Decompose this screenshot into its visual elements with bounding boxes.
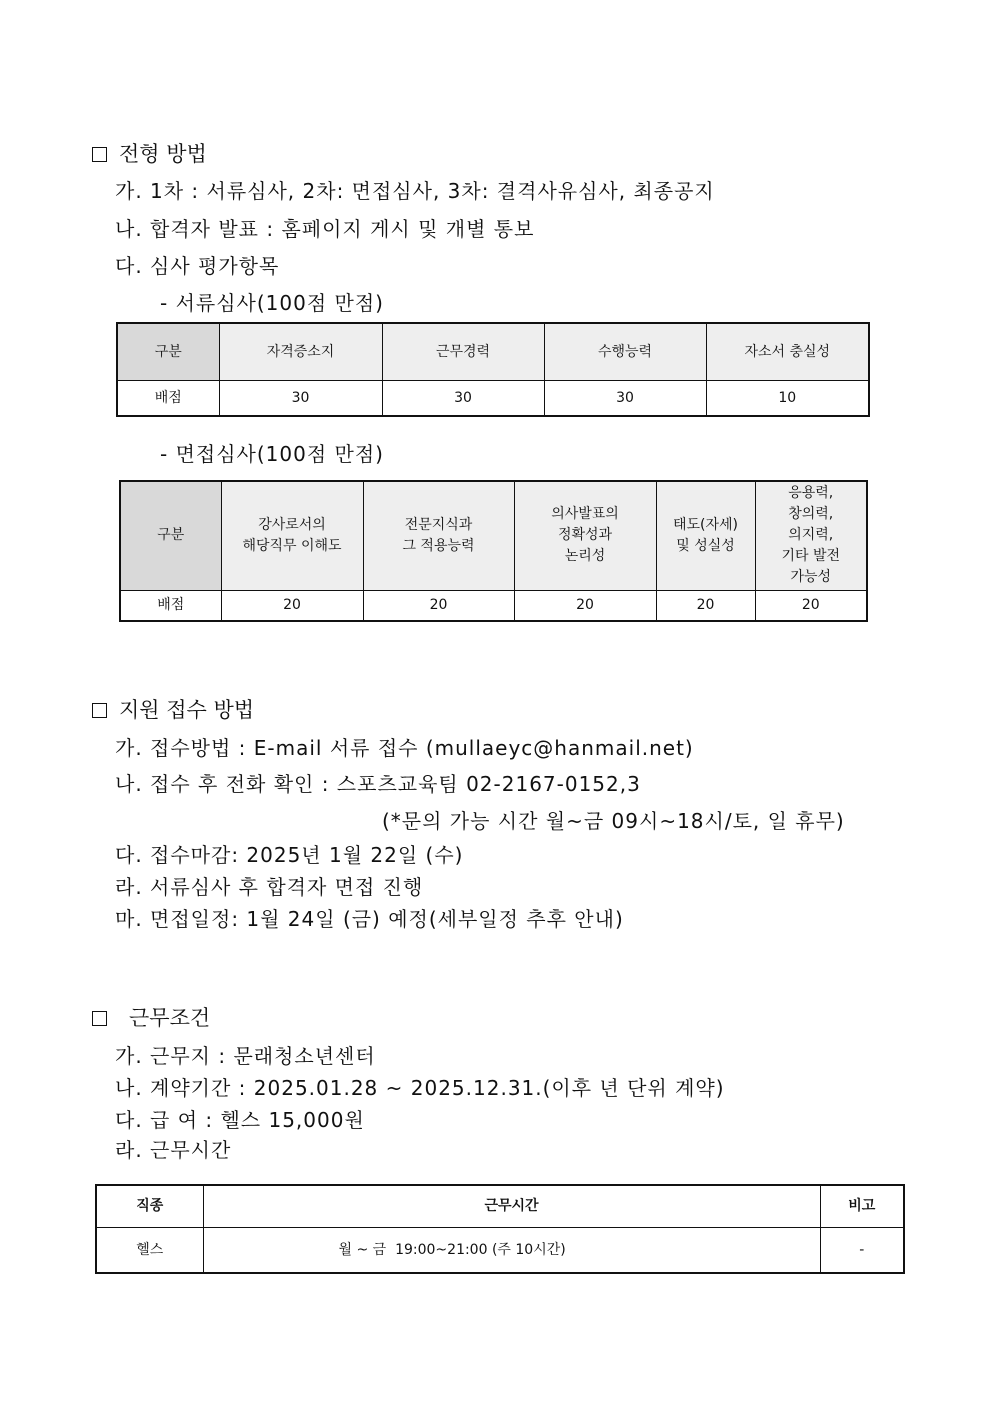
table-header-cell: 자격증소지 (219, 323, 382, 380)
table-cell: - (820, 1227, 904, 1273)
checkbox-square-icon (92, 147, 107, 162)
conditions-item-2: 나. 계약기간 : 2025.01.28 ~ 2025.12.31.(이후 년 단위 계약) (115, 1076, 725, 1100)
doc-review-table (116, 322, 870, 417)
checkbox-square-icon (92, 703, 107, 718)
table-header-cell: 근무경력 (382, 323, 544, 380)
table-header-cell: 자소서 충실성 (706, 323, 869, 380)
application-item-2: 나. 접수 후 전화 확인 : 스포츠교육팀 02-2167-0152,3 (115, 772, 641, 796)
table-header-cell: 비고 (820, 1185, 904, 1227)
section-heading-conditions (92, 1005, 210, 1031)
section-title: 전형 방법 (119, 142, 207, 166)
section-heading-application (92, 697, 254, 723)
section-heading-selection (92, 141, 207, 167)
section-title: 근무조건 (129, 1006, 211, 1030)
table-cell: 20 (656, 590, 755, 621)
selection-item-1: 가. 1차 : 서류심사, 2차: 면접심사, 3차: 결격사유심사, 최종공지 (115, 179, 715, 203)
application-inquiry-note: (*문의 가능 시간 월~금 09시~18시/토, 일 휴무) (382, 809, 845, 833)
table-cell: 월 ~ 금 19:00~21:00 (주 10시간) (203, 1227, 820, 1273)
application-item-3: 다. 접수마감: 2025년 1월 22일 (수) (115, 843, 464, 867)
table-header-cell: 근무시간 (203, 1185, 820, 1227)
table-cell: 20 (514, 590, 656, 621)
application-item-4: 라. 서류심사 후 합격자 면접 진행 (115, 875, 424, 899)
table-header-cell: 태도(자세) 및 성실성 (656, 481, 755, 590)
conditions-item-1: 가. 근무지 : 문래청소년센터 (115, 1044, 376, 1068)
table-header-cell: 직종 (96, 1185, 203, 1227)
table-cell: 헬스 (96, 1227, 203, 1273)
doc-review-subtitle: - 서류심사(100점 만점) (160, 291, 384, 315)
table-header-cell: 구분 (117, 323, 219, 380)
table-header-cell: 의사발표의 정확성과 논리성 (514, 481, 656, 590)
interview-table (119, 480, 868, 622)
conditions-item-4: 라. 근무시간 (115, 1138, 232, 1162)
table-cell: 30 (382, 380, 544, 416)
application-item-5: 마. 면접일정: 1월 24일 (금) 예정(세부일정 추후 안내) (115, 907, 624, 931)
table-cell: 10 (706, 380, 869, 416)
table-cell: 30 (544, 380, 706, 416)
table-header-cell: 전문지식과 그 적용능력 (363, 481, 514, 590)
table-header-cell: 구분 (120, 481, 221, 590)
table-cell: 30 (219, 380, 382, 416)
table-header-cell: 강사로서의 해당직무 이해도 (221, 481, 363, 590)
selection-item-2: 나. 합격자 발표 : 홈페이지 게시 및 개별 통보 (115, 217, 535, 241)
table-cell: 20 (363, 590, 514, 621)
section-title: 지원 접수 방법 (119, 698, 255, 722)
interview-subtitle: - 면접심사(100점 만점) (160, 442, 384, 466)
table-cell: 20 (221, 590, 363, 621)
checkbox-square-icon (92, 1011, 107, 1026)
selection-item-3: 다. 심사 평가항목 (115, 254, 280, 278)
table-cell: 배점 (117, 380, 219, 416)
table-header-cell: 응용력, 창의력, 의지력, 기타 발전 가능성 (755, 481, 867, 590)
work-schedule-table (95, 1184, 905, 1274)
application-item-1: 가. 접수방법 : E-mail 서류 접수 (mullaeyc@hanmail.net) (115, 736, 694, 760)
table-header-cell: 수행능력 (544, 323, 706, 380)
conditions-item-3: 다. 급 여 : 헬스 15,000원 (115, 1108, 365, 1132)
table-cell: 배점 (120, 590, 221, 621)
table-cell: 20 (755, 590, 867, 621)
